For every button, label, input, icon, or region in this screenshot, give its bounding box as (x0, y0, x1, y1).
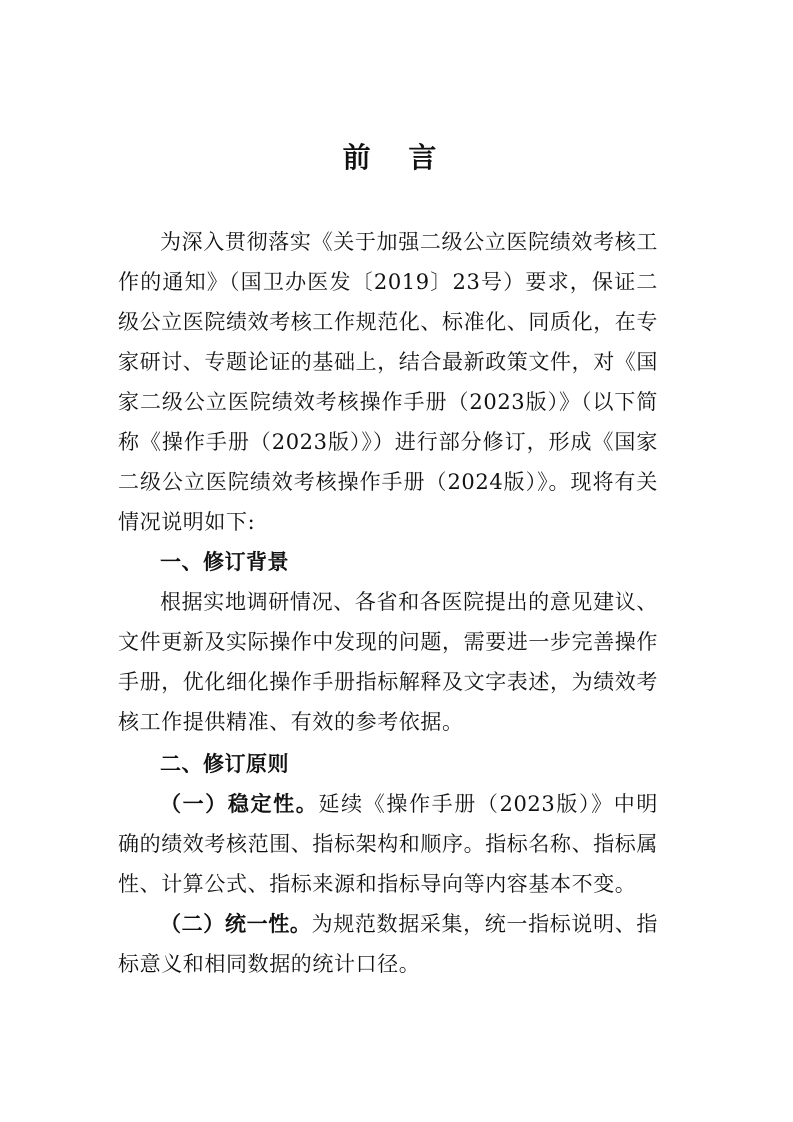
page-title: 前 言 (342, 141, 451, 174)
principle-lead-stability: （一）稳定性。 (160, 792, 319, 816)
principle-item-stability (118, 784, 658, 904)
intro-paragraph: 为深入贯彻落实《关于加强二级公立医院绩效考核工作的通知》（国卫办医发〔2019〕23号）要求，保证二级公立医院绩效考核工作规范化、标准化、同质化，在专家研讨、专题论证的基础上，结合最新政策文件，对《国家二级公立医院绩效考核操作手册（2023版）》（以下简称《操作手册（2023版）》）进行部分修订，形成《国家二级公立医院绩效考核操作手册（2024版）》。现将有关情况说明如下: (118, 230, 658, 534)
section-heading-background: 一、修订背景 (160, 550, 289, 574)
principle-lead-uniformity: （二）统一性。 (160, 912, 312, 936)
principle-item-uniformity (118, 904, 658, 984)
section-paragraph-background: 根据实地调研情况、各省和各医院提出的意见建议、文件更新及实际操作中发现的问题，需要进一步完善操作手册，优化细化操作手册指标解释及文字表述，为绩效考核工作提供精准、有效的参考依据。 (118, 590, 658, 734)
principle-text-stability: 延续《操作手册（2023版）》中明确的绩效考核范围、指标架构和顺序。指标名称、指标属性、计算公式、指标来源和指标导向等内容基本不变。 (118, 792, 658, 896)
principle-text-uniformity: 为规范数据采集，统一指标说明、指标意义和相同数据的统计口径。 (118, 912, 658, 976)
document-body (118, 222, 658, 984)
section-heading-principles: 二、修订原则 (160, 752, 289, 776)
